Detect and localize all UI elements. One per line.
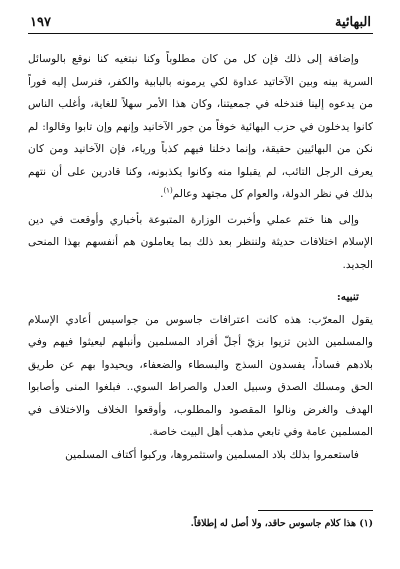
running-title: البهائية [335, 15, 371, 30]
note-heading: تنبيه: [336, 291, 359, 303]
paragraph-3: يقول المعرّب: هذه كانت اعترافات جاسوس من جواسيس أعادي الإسلام والمسلمين الذين تزيوا بزيّ أجلّ أفراد المسلمين وأنبلهم ليعيثوا فيهم وفي بلادهم فساداً، يفسدون السذج والبسطاء والضعفاء، ويحيدوا بهم عن طريق الحق ومسلك الصدق وسبيل العدل والصراط السوي.. فبلغوا المنى وأصابوا الهدف والغرض ونالوا المقصود والمطلوب، وأوقعوا الخلاف والاختلاف في المسلمين عامة وفي تابعي مذهب أهل البيت خاصة. [28, 313, 373, 438]
running-header [28, 10, 373, 34]
main-text [28, 48, 373, 466]
paragraph-2: وإلى هنا ختم عملي وأخبرت الوزارة المتبوعة بأخباري وأوقعت في دين الإسلام اختلافات حديثة ولننظر بعد ذلك بما يعاملون هم أنفسهم بهذا المنحى الجديد. [28, 213, 373, 271]
paragraph-1 [28, 48, 373, 206]
book-page [28, 10, 373, 560]
footnote-separator [258, 510, 373, 511]
footnote-reference[interactable]: (١) [163, 186, 173, 195]
page-number: ١٩٧ [30, 15, 51, 30]
footnote: (١) هذا كلام جاسوس حاقد، ولا أصل له إطلاقاً. [190, 518, 373, 529]
paragraph-1-text: وإضافة إلى ذلك فإن كل من كان مطلوباً وكنا نبتغيه كنا نوقع بالوسائل السرية بينه وبين الآخاتيد عداوة لكي يرمونه بالبابية والكفر، فنرسل إليه فوراً من يدعوه إلينا فندخله في جمعيتنا، وكان هذا الأمر سهلاً للغاية، وأغلب الناس كانوا يدخلون في حزب البهائية خوفاً من جور الآخانيد وإنهم وإن تابوا وقالوا: لم نكن من البهائيين حقيقة، وإنما دخلنا فيهم كذباً ورياء، فإن الآخانيد ومن كان يعرف الرجل التائب، لم يقبلوا منه وكانوا يكذبونه، وكنا قادرين على أن نتهم بذلك في نظر الدولة، والعوام كل مجتهد وعالم [28, 53, 373, 200]
paragraph-1-end: . [160, 188, 164, 200]
paragraph-4: فاستعمروا بذلك بلاد المسلمين واستثمروها، وركبوا أكتاف المسلمين [65, 448, 359, 461]
